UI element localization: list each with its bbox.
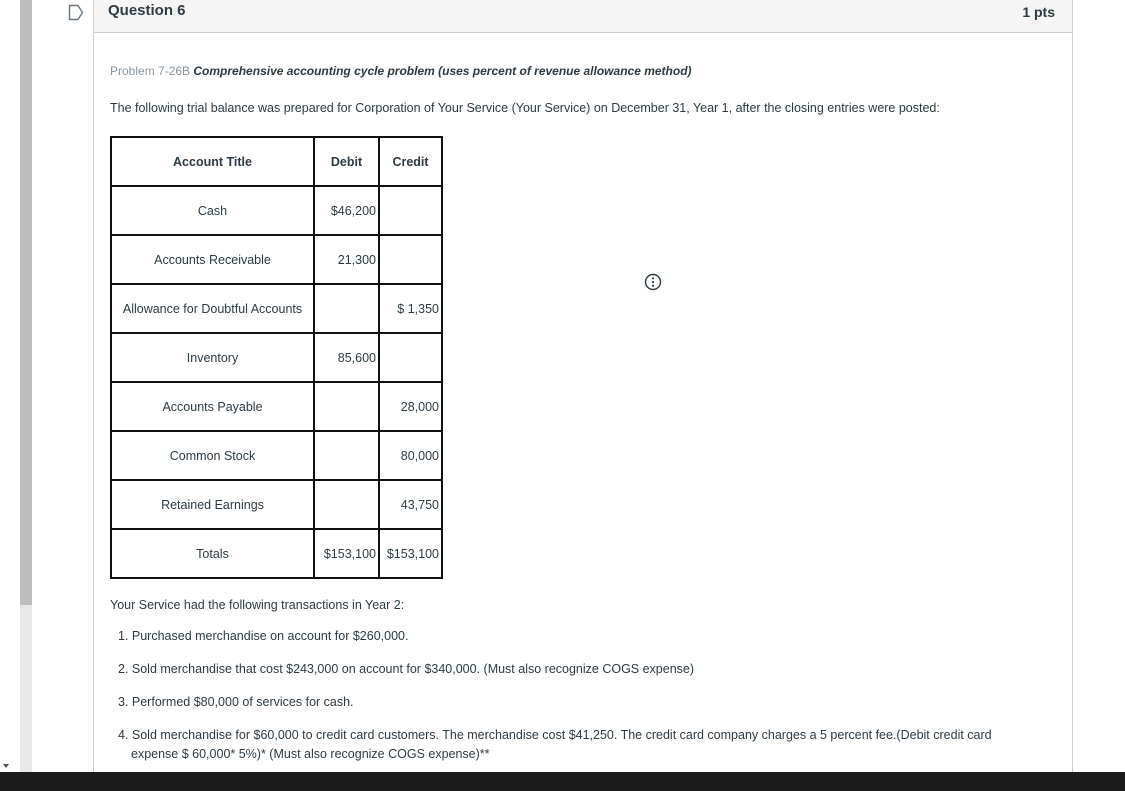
table-row xyxy=(111,431,442,480)
account-title-cell: Retained Earnings xyxy=(111,480,314,529)
transactions-heading: Your Service had the following transactions in Year 2: xyxy=(110,598,405,612)
account-title-cell: Inventory xyxy=(111,333,314,382)
debit-cell xyxy=(314,480,379,529)
account-title-cell: Accounts Payable xyxy=(111,382,314,431)
totals-row xyxy=(111,529,442,578)
debit-cell: 21,300 xyxy=(314,235,379,284)
table-row xyxy=(111,333,442,382)
transaction-item: 3. Performed $80,000 of services for cash. xyxy=(118,695,354,709)
credit-cell: 43,750 xyxy=(379,480,442,529)
account-title-cell: Common Stock xyxy=(111,431,314,480)
table-row xyxy=(111,235,442,284)
header-credit: Credit xyxy=(379,137,442,186)
debit-cell xyxy=(314,284,379,333)
question-title: Question 6 xyxy=(108,2,186,19)
debit-cell xyxy=(314,431,379,480)
problem-number: Problem 7-26B xyxy=(110,64,191,78)
problem-intro: The following trial balance was prepared for Corporation of Your Service (Your Service) on December 31, Year 1, after the closing entries were posted: xyxy=(110,101,940,115)
problem-title: Comprehensive accounting cycle problem (uses percent of revenue allowance method) xyxy=(193,64,692,78)
question-points: 1 pts xyxy=(1022,4,1055,20)
transaction-item: 1. Purchased merchandise on account for $260,000. xyxy=(118,629,409,643)
transaction-item: 2. Sold merchandise that cost $243,000 on account for $340,000. (Must also recognize COGS expense) xyxy=(118,662,695,676)
credit-cell xyxy=(379,333,442,382)
problem-line xyxy=(110,64,692,78)
table-row xyxy=(111,480,442,529)
debit-cell: 85,600 xyxy=(314,333,379,382)
credit-cell: $ 1,350 xyxy=(379,284,442,333)
credit-cell: 80,000 xyxy=(379,431,442,480)
credit-cell xyxy=(379,186,442,235)
credit-cell: $153,100 xyxy=(379,529,442,578)
header-account-title: Account Title xyxy=(111,137,314,186)
scrollbar-thumb[interactable] xyxy=(20,0,32,605)
table-header-row xyxy=(111,137,442,186)
account-title-cell: Totals xyxy=(111,529,314,578)
credit-cell: 28,000 xyxy=(379,382,442,431)
account-title-cell: Cash xyxy=(111,186,314,235)
debit-cell: $46,200 xyxy=(314,186,379,235)
table-row xyxy=(111,186,442,235)
table-row xyxy=(111,284,442,333)
bottom-bar xyxy=(0,772,1125,791)
credit-cell xyxy=(379,235,442,284)
header-debit: Debit xyxy=(314,137,379,186)
account-title-cell: Allowance for Doubtful Accounts xyxy=(111,284,314,333)
account-title-cell: Accounts Receivable xyxy=(111,235,314,284)
transaction-item-continued: expense $ 60,000* 5%)* (Must also recognize COGS expense)** xyxy=(131,747,490,761)
transaction-item-text: 4. Sold merchandise for $60,000 to credit card customers. The merchandise cost $41,250. The credit card company charges a 5 percent fee.(Debit credit card xyxy=(118,728,992,742)
bookmark-flag-icon[interactable] xyxy=(68,4,84,21)
debit-cell: $153,100 xyxy=(314,529,379,578)
question-header xyxy=(94,0,1072,33)
info-circle-icon[interactable] xyxy=(644,273,662,291)
transaction-item xyxy=(118,726,1048,764)
debit-cell xyxy=(314,382,379,431)
scroll-down-arrow-icon[interactable] xyxy=(3,764,9,768)
trial-balance-table xyxy=(110,136,443,579)
table-row xyxy=(111,382,442,431)
